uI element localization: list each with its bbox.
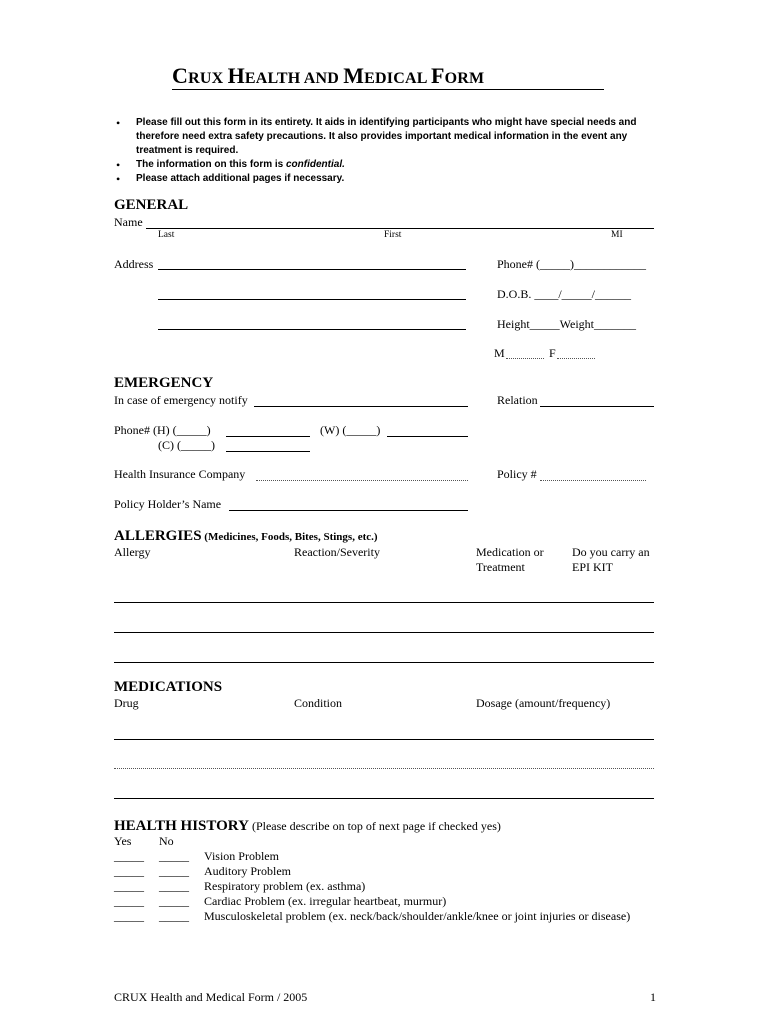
history-no-blank[interactable]: _____ xyxy=(159,879,189,893)
history-yes-blank[interactable]: _____ xyxy=(114,879,144,893)
insurance-field[interactable] xyxy=(256,480,468,481)
col-reaction: Reaction/Severity xyxy=(294,545,380,559)
footer-text: CRUX Health and Medical Form / 2005 xyxy=(114,990,308,1004)
phone-work-label: (W) (_____) xyxy=(320,423,381,437)
phone-cell-label: (C) (_____) xyxy=(158,438,215,452)
col-epi-1: Do you carry an xyxy=(572,545,650,559)
history-no-blank[interactable]: _____ xyxy=(159,849,189,863)
female-label: F xyxy=(549,346,556,360)
policy-holder-label: Policy Holder’s Name xyxy=(114,497,222,511)
address-field-3[interactable] xyxy=(158,329,466,330)
medication-line-3[interactable] xyxy=(114,798,654,799)
policy-holder-field[interactable] xyxy=(229,510,468,511)
history-yes-blank[interactable]: _____ xyxy=(114,909,144,923)
col-epi-2: EPI KIT xyxy=(572,560,613,574)
history-item: Cardiac Problem (ex. irregular heartbeat, murmur) xyxy=(204,894,447,908)
address-label: Address xyxy=(114,257,154,271)
notify-field[interactable] xyxy=(254,406,468,407)
health-history-heading: HEALTH HISTORY (Please describe on top of next page if checked yes) xyxy=(114,818,501,834)
phone-cell-field[interactable] xyxy=(226,451,310,452)
history-item: Musculoskeletal problem (ex. neck/back/shoulder/ankle/knee or joint injuries or disease) xyxy=(204,909,631,923)
page-number: 1 xyxy=(650,990,656,1004)
col-allergy: Allergy xyxy=(114,545,151,559)
instruction-2: The information on this form is confidential. xyxy=(136,159,345,170)
male-field[interactable] xyxy=(506,358,544,359)
medication-line-1[interactable] xyxy=(114,739,654,740)
no-label: No xyxy=(159,834,174,848)
history-no-blank[interactable]: _____ xyxy=(159,864,189,878)
relation-field[interactable] xyxy=(540,406,654,407)
phone-home-field[interactable] xyxy=(226,436,310,437)
col-medication-2: Treatment xyxy=(476,560,525,574)
address-field-1[interactable] xyxy=(158,269,466,270)
male-label: M xyxy=(494,346,505,360)
instruction-1-line-3: treatment is required. xyxy=(136,145,239,156)
policy-label: Policy # xyxy=(497,467,537,481)
height-weight-field[interactable]: Height_____Weight_______ xyxy=(497,317,637,331)
history-item: Respiratory problem (ex. asthma) xyxy=(204,879,366,893)
history-item: Vision Problem xyxy=(204,849,279,863)
form-title: CRUX HEALTH AND MEDICAL FORM xyxy=(172,63,485,88)
instruction-1-line-1: Please fill out this form in its entirety. It aids in identifying participants who might have special needs and xyxy=(136,117,637,128)
history-no-blank[interactable]: _____ xyxy=(159,909,189,923)
yes-label: Yes xyxy=(114,834,132,848)
history-yes-blank[interactable]: _____ xyxy=(114,849,144,863)
first-label: First xyxy=(384,230,402,240)
allergy-line-2[interactable] xyxy=(114,632,654,633)
dob-field[interactable]: D.O.B. ____/_____/______ xyxy=(497,287,632,301)
allergy-line-3[interactable] xyxy=(114,662,654,663)
medications-heading: MEDICATIONS xyxy=(114,679,223,695)
phone-field[interactable]: Phone# (_____)____________ xyxy=(497,257,646,271)
policy-field[interactable] xyxy=(540,480,646,481)
relation-label: Relation xyxy=(497,393,538,407)
address-field-2[interactable] xyxy=(158,299,466,300)
phone-home-label: Phone# (H) (_____) xyxy=(114,423,211,437)
allergy-line-1[interactable] xyxy=(114,602,654,603)
female-field[interactable] xyxy=(557,358,595,359)
name-label: Name xyxy=(114,215,143,229)
mi-label: MI xyxy=(611,230,623,240)
insurance-label: Health Insurance Company xyxy=(114,467,246,481)
col-condition: Condition xyxy=(294,696,343,710)
name-field[interactable] xyxy=(146,228,654,229)
notify-label: In case of emergency notify xyxy=(114,393,248,407)
col-medication-1: Medication or xyxy=(476,545,544,559)
history-yes-blank[interactable]: _____ xyxy=(114,864,144,878)
instruction-1-line-2: therefore need extra safety precautions. It also provides important medical information in the event any xyxy=(136,131,628,142)
col-drug: Drug xyxy=(114,696,139,710)
last-label: Last xyxy=(158,230,175,240)
instruction-3: Please attach additional pages if necessary. xyxy=(136,173,345,184)
history-yes-blank[interactable]: _____ xyxy=(114,894,144,908)
allergies-heading: ALLERGIES (Medicines, Foods, Bites, Stings, etc.) xyxy=(114,528,378,544)
history-no-blank[interactable]: _____ xyxy=(159,894,189,908)
phone-work-field[interactable] xyxy=(387,436,468,437)
col-dosage: Dosage (amount/frequency) xyxy=(476,696,611,710)
title-underline xyxy=(172,89,604,90)
emergency-heading: EMERGENCY xyxy=(114,375,214,391)
general-heading: GENERAL xyxy=(114,197,189,213)
medication-line-2[interactable] xyxy=(114,768,654,769)
history-item: Auditory Problem xyxy=(204,864,291,878)
